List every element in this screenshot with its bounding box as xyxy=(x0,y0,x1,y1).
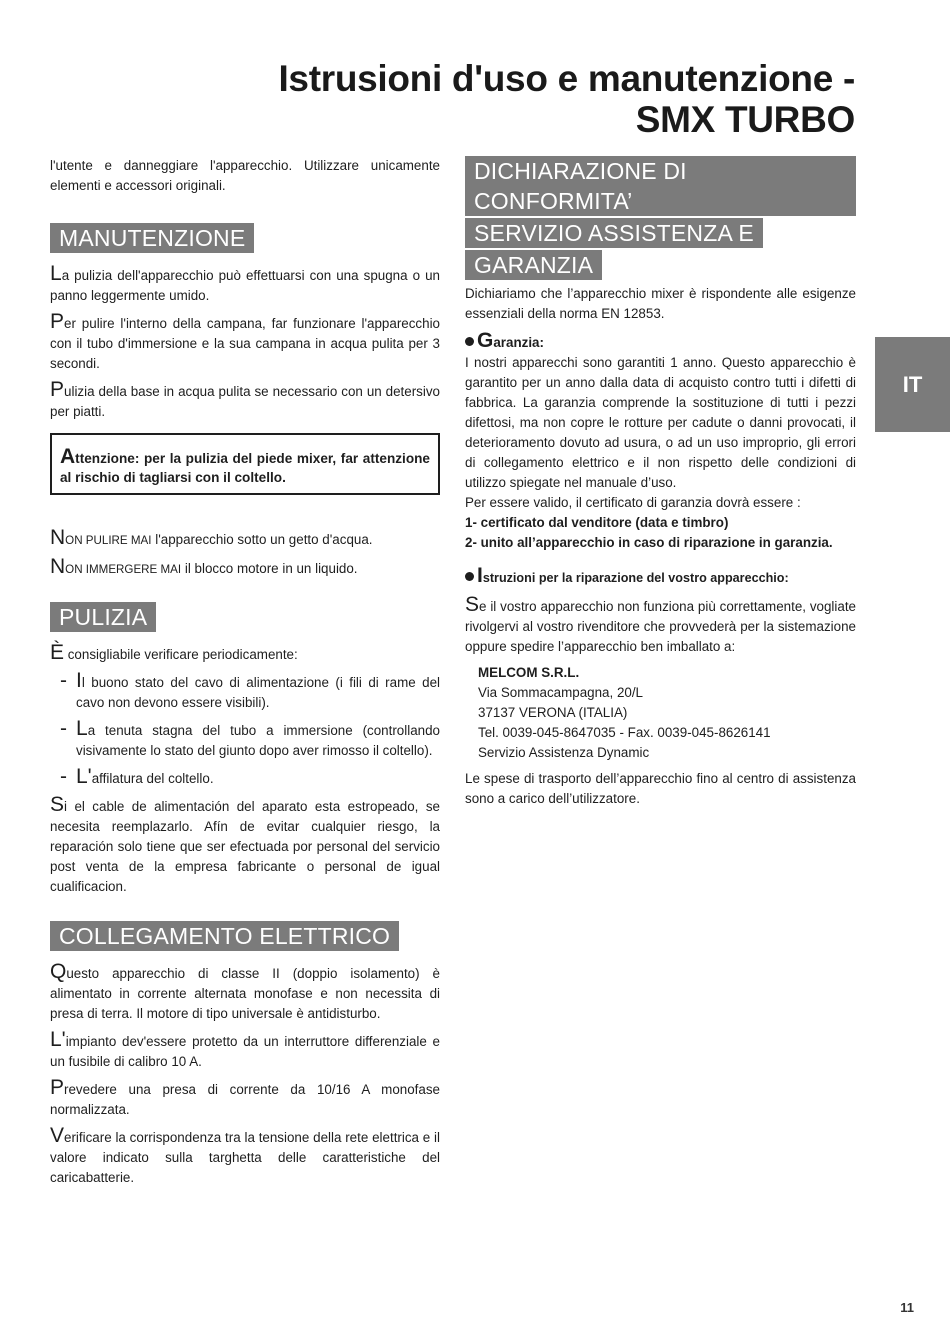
condition-1: 1- certificato dal venditore (data e timbro) xyxy=(465,515,729,530)
pulizia-intro: È consigliabile verificare periodicamente: xyxy=(50,641,298,664)
left-column xyxy=(50,156,440,1193)
heading-collegamento: COLLEGAMENTO ELETTRICO xyxy=(50,921,399,951)
list-item: - La tenuta stagna del tubo a immersione (controllando visivamente lo stato del giunto dopo aver rimosso il coltello). xyxy=(60,717,440,758)
section-pulizia xyxy=(50,602,440,634)
address-city: 37137 VERONA (ITALIA) xyxy=(478,705,628,720)
manutenzione-p1: La pulizia dell'apparecchio può effettuarsi con una spugna o un panno leggermente umido. xyxy=(50,262,440,303)
condition-2: 2- unito all’apparecchio in caso di riparazione in garanzia. xyxy=(465,535,833,550)
manutenzione-p2: Per pulire l'interno della campana, far funzionare l'apparecchio con il tubo d'immersione e la sua campana in acqua pulita per 3 secondi. xyxy=(50,310,440,371)
heading-line-3: GARANZIA xyxy=(465,250,602,280)
collegamento-p3: Prevedere una presa di corrente da 10/16 A monofase normalizzata. xyxy=(50,1076,440,1117)
title-line-2: SMX TURBO xyxy=(635,99,855,140)
pulizia-paragraph: Si el cable de alimentación del aparato esta estropeado, se necesita reemplazarlo. Afín de evitar cualquier riesgo, la reparación solo tiene que ser efectuada por personal del servicio post venta de la empresa fabricante o personal de igual cualificacion. xyxy=(50,793,440,894)
right-column xyxy=(465,156,856,809)
language-tab: IT xyxy=(875,337,950,432)
heading-conformita xyxy=(465,156,856,280)
heading-manutenzione: MANUTENZIONE xyxy=(50,223,254,253)
intro-paragraph: l'utente e danneggiare l'apparecchio. Utilizzare unicamente elementi e accessori originali. xyxy=(50,158,440,193)
collegamento-p1: Questo apparecchio di classe II (doppio isolamento) è alimentato in corrente alternata monofase e non necessita di presa di terra. Il motore di tipo universale è antidisturbo. xyxy=(50,960,440,1021)
address-phone: Tel. 0039-045-8647035 - Fax. 0039-045-8626141 xyxy=(478,725,771,740)
manutenzione-p4: NON PULIRE MAI l'apparecchio sotto un getto d'acqua. xyxy=(50,526,373,549)
section-manutenzione xyxy=(50,223,440,255)
manutenzione-p5: NON IMMERGERE MAI il blocco motore in un liquido. xyxy=(50,555,358,578)
collegamento-p2: L'impianto dev'essere protetto da un interruttore differenziale e un fusibile di calibro 10 A. xyxy=(50,1028,440,1069)
company-name: MELCOM S.R.L. xyxy=(478,665,580,680)
repair-paragraph: Se il vostro apparecchio non funziona più correttamente, vogliate rivolgervi al vostro rivenditore che provvederà per la sistemazione oppure spedire l’apparecchio ben imballato a: xyxy=(465,593,856,654)
declaration-paragraph: Dichiariamo che l’apparecchio mixer è rispondente alle esigenze essenziali della norma EN 12853. xyxy=(465,286,856,321)
list-item: - L'affilatura del coltello. xyxy=(60,765,214,788)
section-collegamento xyxy=(50,921,440,953)
heading-line-2: SERVIZIO ASSISTENZA E xyxy=(465,218,763,248)
page-number: 11 xyxy=(900,1300,914,1315)
collegamento-p4: Verificare la corrispondenza tra la tensione della rete elettrica e il valore indicato sulla targhetta delle caratteristiche del caricabatterie. xyxy=(50,1124,440,1185)
valid-paragraph: Per essere valido, il certificato di garanzia dovrà essere : xyxy=(465,495,801,510)
bullet-icon xyxy=(465,572,474,581)
title-line-1: Istrusioni d'uso e manutenzione - xyxy=(278,58,855,99)
list-item: - Il buono stato del cavo di alimentazione (i fili di rame del cavo non devono essere visibili). xyxy=(60,669,440,710)
heading-pulizia: PULIZIA xyxy=(50,602,156,632)
address-block xyxy=(465,663,856,763)
page-title xyxy=(155,58,855,140)
warning-box: Attenzione: per la pulizia del piede mixer, far attenzione al rischio di tagliarsi con il coltello. xyxy=(50,433,440,495)
manutenzione-p3: Pulizia della base in acqua pulita se necessario con un detersivo per piatti. xyxy=(50,378,440,419)
address-street: Via Sommacampagna, 20/L xyxy=(478,685,644,700)
heading-line-1: DICHIARAZIONE DI CONFORMITA’ xyxy=(465,156,856,216)
istruzioni-heading: Istruzioni per la riparazione del vostro apparecchio: xyxy=(465,565,856,588)
garanzia-paragraph: I nostri apparecchi sono garantiti 1 anno. Questo apparecchio è garantito per un anno dalla data di acquisto contro tutti i difetti di fabbrica. La garanzia comprende la sostituzione di tutti i pezzi difettosi, ma non copre le rotture per cadute o danni provocati, il deterioramento dovuto ad usura, o ad un uso improprio, gli errori di collegamento elettrico e il non rispetto delle condizioni di utilizzo spiegate nel manuale d’uso. xyxy=(465,355,856,490)
address-service: Servizio Assistenza Dynamic xyxy=(478,745,650,760)
garanzia-heading: Garanzia: xyxy=(465,330,856,353)
bullet-icon xyxy=(465,337,474,346)
transport-paragraph: Le spese di trasporto dell’apparecchio fino al centro di assistenza sono a carico dell’utilizzatore. xyxy=(465,771,856,806)
